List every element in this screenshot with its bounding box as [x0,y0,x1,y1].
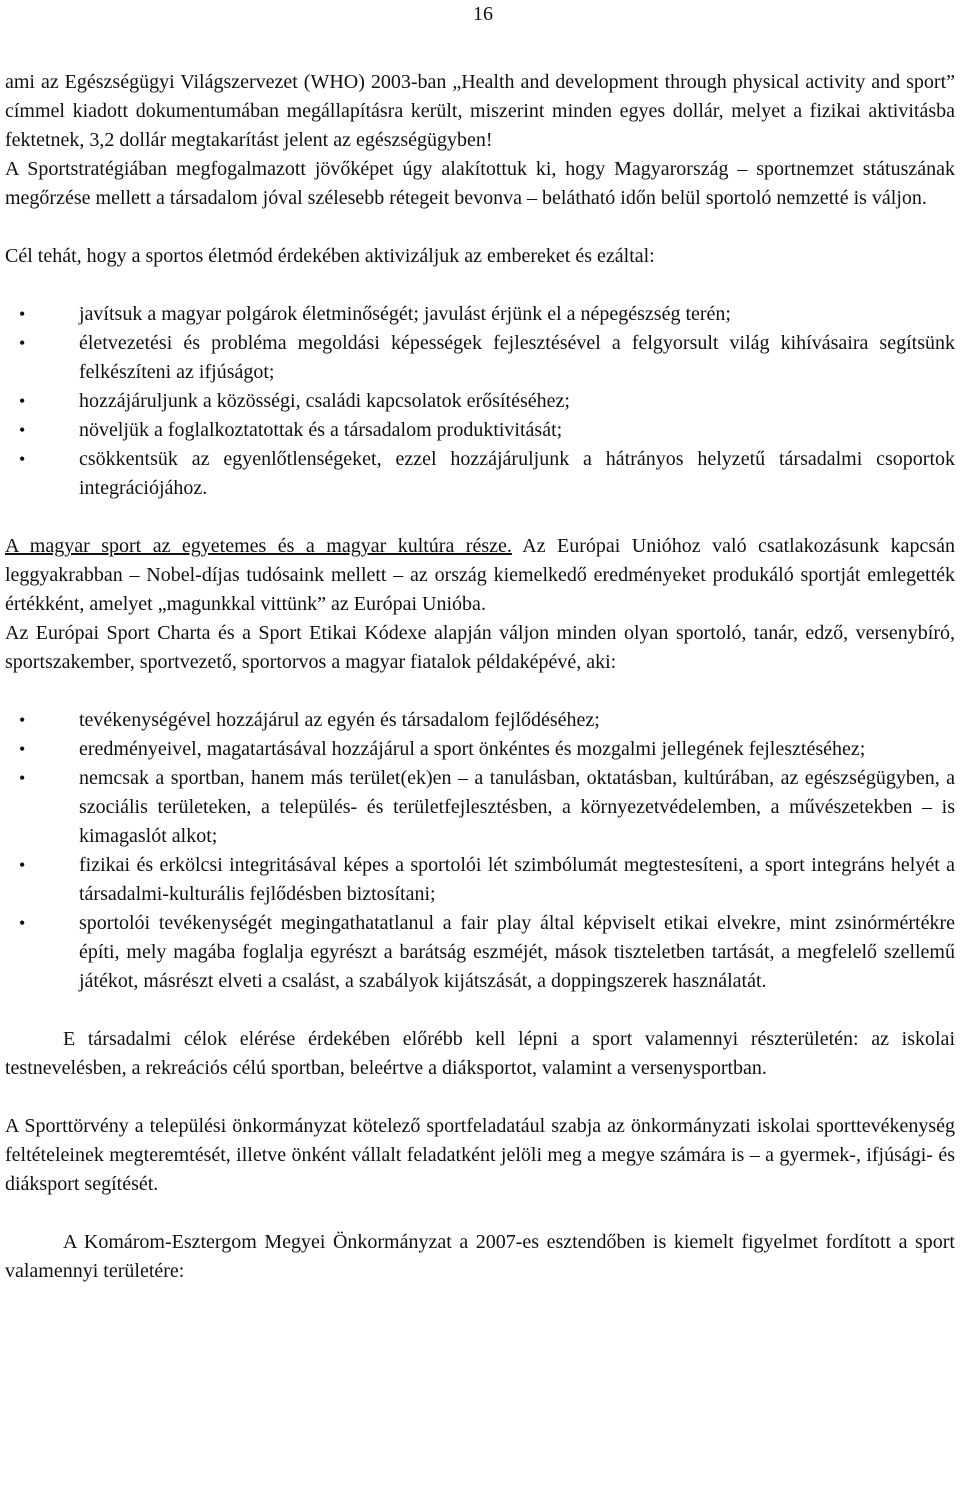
bullet-icon: • [19,913,26,933]
list-item-text: sportolói tevékenységét megingathatatlanul a fair play által képviselt etikai elvekre, mint zsinórmértékre építi, mely magába foglalja egyrészt a barátság eszméjét, mások tiszteletben tartását, a megfelelő szellemű játékot, másrészt elveti a csalást, a szabályok kijátszását, a doppingszerek használatát. [79,912,955,992]
list-item-text: tevékenységével hozzájárul az egyén és társadalom fejlődéséhez; [79,709,600,731]
bullet-icon: • [19,739,26,759]
list-item [5,851,955,909]
list-item-text: csökkentsük az egyenlőtlenségeket, ezzel hozzájáruljunk a hátrányos helyzetű társadalmi csoportok integrációjához. [79,448,955,499]
paragraph-text: Az Európai Unióhoz való csatlakozásunk kapcsán leggyakrabban – Nobel-díjas tudósaink mellett – az ország kiemelkedő eredményeket produkáló sportját emlegették értékként, amelyet „magunkkal vittünk” az Európai Unióba. [5,535,955,615]
list-item-text: javítsuk a magyar polgárok életminőségét; javulást érjünk el a népegészség terén; [79,303,731,325]
paragraph-who: ami az Egészségügyi Világszervezet (WHO) 2003-ban „Health and development through physical activity and sport” címmel kiadott dokumentumában megállapításra került, miszerint minden egyes dollár, melyet a fizikai aktivitásba fektetnek, 3,2 dollár megtakarítást jelent az egészségügyben! [5,71,955,151]
underlined-heading: A magyar sport az egyetemes és a magyar kultúra része. [5,535,512,557]
bullet-icon: • [19,333,26,353]
list-item [5,909,955,996]
list-item [5,387,955,416]
bullet-icon: • [19,420,26,440]
bullet-icon: • [19,449,26,469]
page-number: 16 [473,3,493,25]
paragraph-komarom-esztergom: A Komárom-Esztergom Megyei Önkormányzat a 2007-es esztendőben is kiemelt figyelmet fordított a sport valamennyi területére: [5,1231,955,1282]
paragraph-magyar-sport [5,532,955,619]
bullet-icon: • [19,304,26,324]
page-body [5,68,955,1286]
bullet-icon: • [19,391,26,411]
paragraph-sport-charta: Az Európai Sport Charta és a Sport Etikai Kódexe alapján váljon minden olyan sportoló, tanár, edző, versenybíró, sportszakember, sportvezető, sportorvos a magyar fiatalok példaképévé, aki: [5,622,955,673]
bullet-icon: • [19,855,26,875]
role-model-list [5,706,955,996]
paragraph-tarsadalmi-celok: E társadalmi célok elérése érdekében előrébb kell lépni a sport valamennyi részterületén: az iskolai testnevelésben, a rekreációs célú sportban, beleértve a diáksportot, valamint a versenysportban. [5,1028,955,1079]
bullet-icon: • [19,710,26,730]
list-item-text: életvezetési és probléma megoldási képességek fejlesztésével a felgyorsult világ kihívásaira segítsünk felkészíteni az ifjúságot; [79,332,955,383]
list-item [5,445,955,503]
paragraph-sportstrategia: A Sportstratégiában megfogalmazott jövőképet úgy alakítottuk ki, hogy Magyarország – sportnemzet státuszának megőrzése mellett a társadalom jóval szélesebb rétegeit bevonva – belátható időn belül sportoló nemzetté is váljon. [5,158,955,209]
list-item-text: hozzájáruljunk a közösségi, családi kapcsolatok erősítéséhez; [79,390,570,412]
bullet-icon: • [19,768,26,788]
list-item [5,300,955,329]
list-item [5,706,955,735]
list-item-text: növeljük a foglalkoztatottak és a társadalom produktivitását; [79,419,563,441]
goals-list [5,300,955,503]
list-item-text: nemcsak a sportban, hanem más terület(ek)en – a tanulásban, oktatásban, kultúrában, az egészségügyben, a szociális területeken, a település- és területfejlesztésben, a környezetvédelemben, a művészetekben – is kimagaslót alkot; [79,767,955,847]
list-item [5,764,955,851]
list-item [5,329,955,387]
list-item-text: fizikai és erkölcsi integritásával képes a sportolói lét szimbólumát megtestesíteni, a sport integráns helyét a társadalmi-kulturális fejlődésben biztosítani; [79,854,955,905]
list-item [5,735,955,764]
paragraph-cel: Cél tehát, hogy a sportos életmód érdekében aktivizáljuk az embereket és ezáltal: [5,245,655,267]
paragraph-sporttorveny: A Sporttörvény a települési önkormányzat kötelező sportfeladatául szabja az önkormányzati iskolai sporttevékenység feltételeinek megteremtését, illetve önként vállalt feladatként jelöli meg a megye számára is – a gyermek-, ifjúsági- és diáksport segítését. [5,1115,955,1195]
list-item [5,416,955,445]
list-item-text: eredményeivel, magatartásával hozzájárul a sport önkéntes és mozgalmi jellegének fejlesztéséhez; [79,738,866,760]
